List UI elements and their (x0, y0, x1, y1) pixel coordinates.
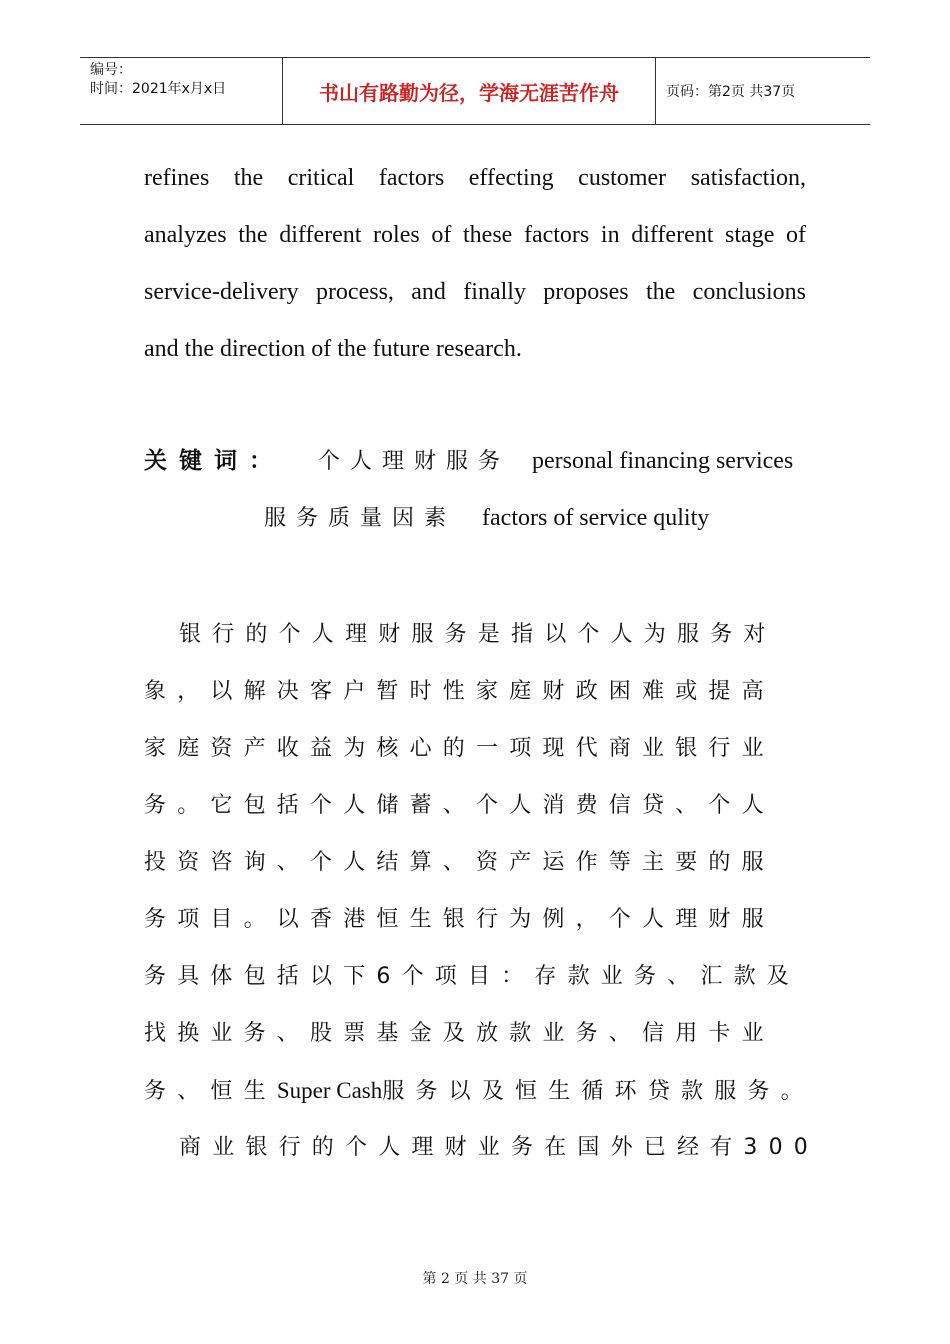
chinese-segment: 务、恒生 (144, 1079, 277, 1104)
document-time-label: 时间：2021年x月x日 (90, 81, 227, 97)
footer-page-number: 第 2 页 共 37 页 (422, 1271, 528, 1287)
english-abstract-paragraph (144, 150, 806, 378)
latin-segment: Super Cash (276, 1078, 383, 1103)
keywords-row-1 (144, 441, 793, 481)
chinese-segment: 服务以及恒生循环贷款服务。 (382, 1079, 814, 1104)
header-meta (80, 58, 282, 124)
chinese-line: 找换业务、股票基金及放款业务、信用卡业 (144, 1021, 775, 1046)
chinese-line: 家庭资产收益为核心的一项现代商业银行业 (144, 736, 775, 761)
page-footer (0, 1268, 950, 1288)
chinese-line: 务。它包括个人储蓄、个人消费信贷、个人 (144, 793, 775, 818)
keyword-2-chinese: 服务质量因素 (264, 506, 457, 531)
chinese-line: 象，以解决客户暂时性家庭财政困难或提高 (144, 679, 775, 704)
page-number-label: 页码：第2页 共37页 (666, 84, 796, 100)
english-line: and the direction of the future research. (144, 336, 522, 362)
motto-text: 书山有路勤为径，学海无涯苦作舟 (319, 80, 619, 105)
header-motto (282, 58, 656, 124)
page-header (80, 57, 870, 125)
english-line: service-delivery process, and finally proposes the conclusions (144, 279, 806, 305)
english-line: analyzes the different roles of these factors in different stage of (144, 222, 806, 248)
keyword-1-chinese: 个人理财服务 (318, 449, 511, 474)
chinese-line: 务项目。以香港恒生银行为例，个人理财服 (144, 907, 775, 932)
document-number-label: 编号： (90, 62, 132, 78)
keyword-1-english: personal financing services (532, 448, 794, 474)
keywords-row-2 (264, 498, 709, 538)
chinese-line-mixed (144, 1068, 824, 1125)
chinese-body-paragraph (144, 612, 824, 1182)
chinese-line: 投资咨询、个人结算、资产运作等主要的服 (144, 850, 775, 875)
keywords-label: 关键词： (144, 448, 284, 474)
header-page-info (656, 58, 870, 124)
english-line: refines the critical factors effecting customer satisfaction, (144, 165, 806, 191)
keyword-2-english: factors of service qulity (482, 505, 710, 531)
chinese-line: 商业银行的个人理财业务在国外已经有300 (179, 1135, 819, 1160)
chinese-line: 务具体包括以下6个项目：存款业务、汇款及 (144, 964, 800, 989)
chinese-line: 银行的个人理财服务是指以个人为服务对 (179, 622, 777, 647)
